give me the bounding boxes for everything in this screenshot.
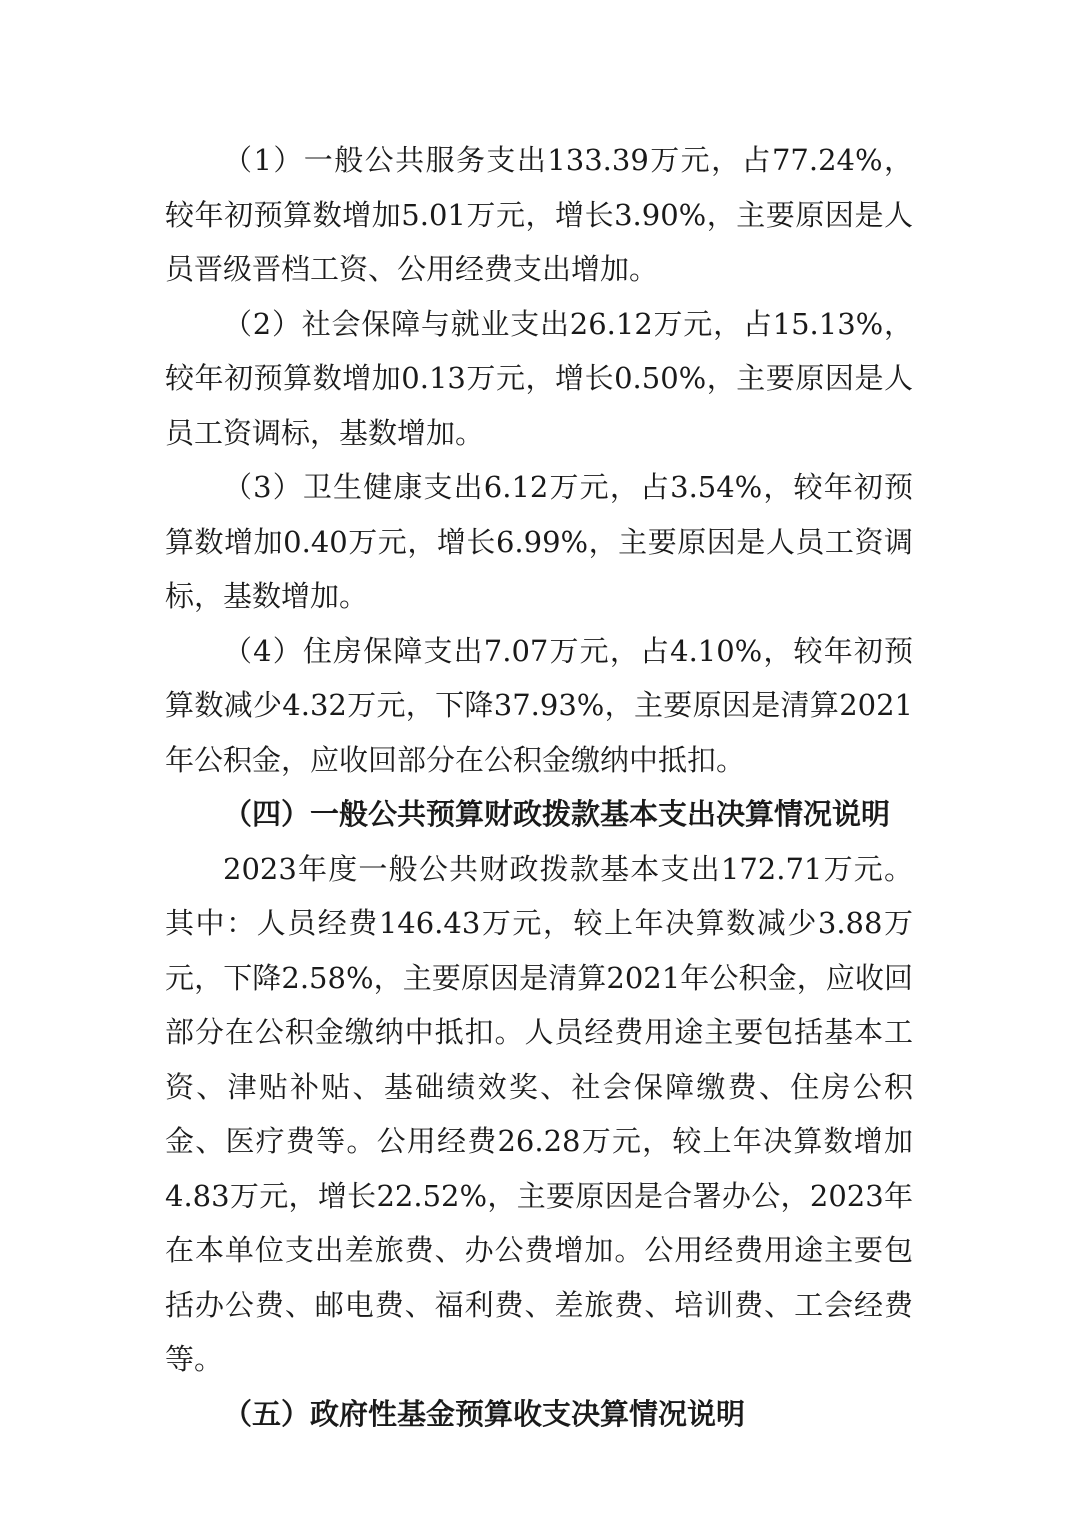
paragraph-basic-expenditure: 2023年度一般公共财政拨款基本支出172.71万元。其中：人员经费146.43万元，较上年决算数减少3.88万元，下降2.58%，主要原因是清算2021年公积金，应收回部分在公积金缴纳中抵扣。人员经费用途主要包括基本工资、津贴补贴、基础绩效奖、社会保障缴费、住房公积金、医疗费等。公用经费26.28万元，较上年决算数增加4.83万元，增长22.52%，主要原因是合署办公，2023年在本单位支出差旅费、办公费增加。公用经费用途主要包括办公费、邮电费、福利费、差旅费、培训费、工会经费等。 bbox=[165, 851, 913, 1376]
paragraph-social-security-employment: （2）社会保障与就业支出26.12万元，占15.13%，较年初预算数增加0.13万元，增长0.50%，主要原因是人员工资调标，基数增加。 bbox=[165, 306, 913, 450]
section-heading-government-fund: （五）政府性基金预算收支决算情况说明 bbox=[223, 1396, 746, 1431]
paragraph-health: （3）卫生健康支出6.12万元，占3.54%，较年初预算数增加0.40万元，增长6.99%，主要原因是人员工资调标，基数增加。 bbox=[165, 470, 913, 613]
paragraph-general-public-services: （1）一般公共服务支出133.39万元，占77.24%，较年初预算数增加5.01万元，增长3.90%，主要原因是人员晋级晋档工资、公用经费支出增加。 bbox=[165, 143, 913, 286]
paragraph-housing-security: （4）住房保障支出7.07万元，占4.10%，较年初预算数减少4.32万元，下降37.93%，主要原因是清算2021年公积金，应收回部分在公积金缴纳中抵扣。 bbox=[165, 633, 913, 777]
document-body bbox=[165, 133, 913, 1441]
section-heading-basic-expenditure: （四）一般公共预算财政拨款基本支出决算情况说明 bbox=[223, 797, 891, 831]
